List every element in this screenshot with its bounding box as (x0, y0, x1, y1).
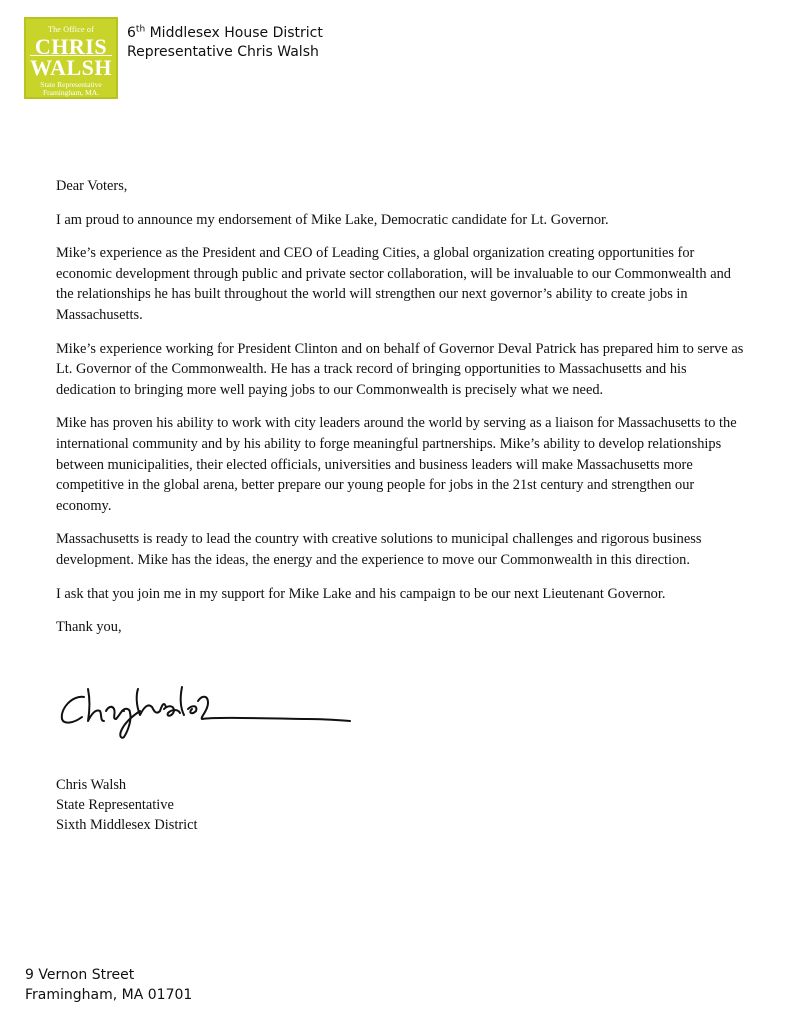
district-number: 6 (127, 25, 136, 41)
paragraph-announcement: I am proud to announce my endorsement of Mike Lake, Democratic candidate for Lt. Governor. (56, 211, 609, 228)
logo-first-name: CHRIS (34, 34, 108, 59)
signer-title: State Representative (56, 797, 174, 813)
logo-title: State Representative (40, 80, 102, 89)
district-ordinal-suffix: th (135, 24, 146, 35)
handwritten-signature (52, 675, 362, 740)
closing: Thank you, (56, 619, 122, 636)
logo-town: Framingham, MA. (42, 87, 100, 97)
paragraph-massachusetts-ready: Massachusetts is ready to lead the country with creative solutions to municipal challenges and rigorous business development. Mike has the ideas, the energy and the experience to move our Commonwealth in this direction. (56, 531, 702, 568)
letterhead-representative: Representative Chris Walsh (127, 44, 319, 60)
letter-body (56, 176, 746, 651)
signer-name: Chris Walsh (56, 777, 127, 793)
logo-office-of: The Office of (48, 25, 94, 34)
district-name: Middlesex House District (145, 25, 323, 41)
signoff-block (56, 775, 198, 835)
paragraph-experience: Mike’s experience working for President Clinton and on behalf of Governor Deval Patrick has prepared him to serve as Lt. Governor of the Commonwealth. He has a track record of bringing opportunities to Massachusetts and his dedication to bringing more well paying jobs to our Commonwealth is precisely what we need. (56, 340, 744, 398)
office-logo (24, 17, 118, 99)
logo-last-name: WALSH (30, 55, 112, 80)
footer-address (25, 965, 192, 1005)
paragraph-city-leaders: Mike has proven his ability to work with city leaders around the world by serving as a liaison for Massachusetts to the international community and by his ability to forge meaningful partnerships. Mike’s ability to develop relationships between municipalities, their elected officials, universities and business leaders will make Massachusetts more competitive in the global arena, better prepare our young people for jobs in the 21st century and strengthen our economy. (56, 415, 737, 514)
signer-district: Sixth Middlesex District (56, 817, 198, 833)
address-street: 9 Vernon Street (25, 967, 135, 983)
paragraph-request-support: I ask that you join me in my support for Mike Lake and his campaign to be our next Lieutenant Governor. (56, 585, 666, 602)
paragraph-leading-cities: Mike’s experience as the President and CEO of Leading Cities, a global organization creating opportunities for economic development through public and private sector collaboration, will be invaluable to our Commonwealth and the relationships he has built throughout the world will strengthen our next governor’s ability to create jobs in Massachusetts. (56, 245, 731, 323)
letterhead-district (127, 24, 323, 43)
salutation: Dear Voters, (56, 178, 128, 194)
address-city: Framingham, MA 01701 (25, 987, 193, 1003)
letterhead (127, 24, 323, 62)
